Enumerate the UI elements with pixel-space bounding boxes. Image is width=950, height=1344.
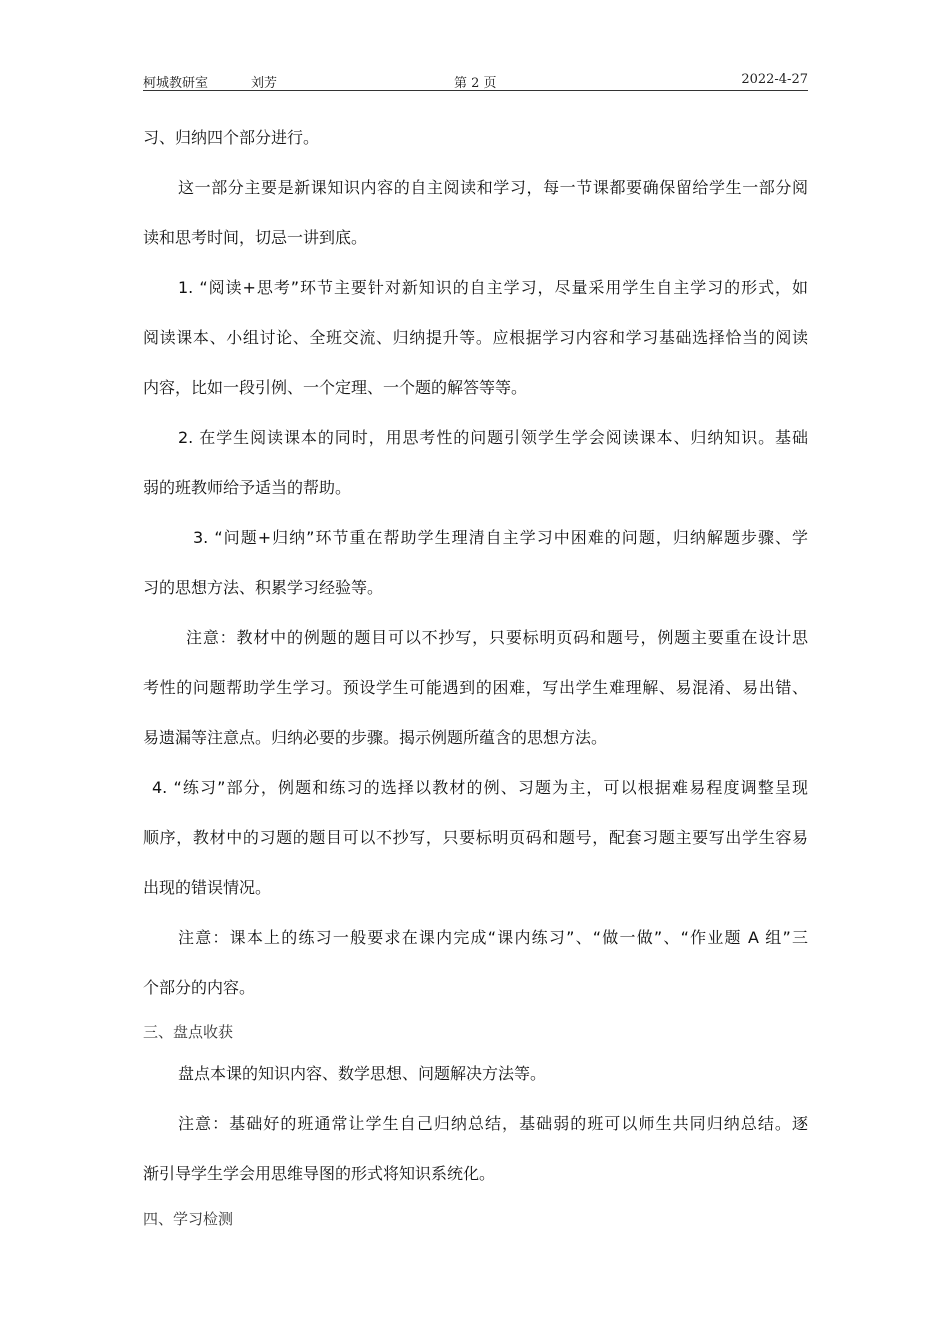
section-heading: 四、学习检测 (143, 1210, 234, 1228)
body-line: 3. “问题+归纳”环节重在帮助学生理清自主学习中困难的问题，归纳解题步骤、学 (193, 528, 808, 547)
body-line: 阅读课本、小组讨论、全班交流、归纳提升等。应根据学习内容和学习基础选择恰当的阅读 (143, 328, 808, 347)
body-line: 注意：教材中的例题的题目可以不抄写，只要标明页码和题号，例题主要重在设计思 (186, 628, 808, 647)
body-line: 易遗漏等注意点。归纳必要的步骤。揭示例题所蕴含的思想方法。 (143, 728, 608, 747)
body-line: 出现的错误情况。 (143, 878, 272, 897)
body-line: 顺序，教材中的习题的题目可以不抄写，只要标明页码和题号，配套习题主要写出学生容易 (143, 828, 808, 847)
body-line: 考性的问题帮助学生学习。预设学生可能遇到的困难，写出学生难理解、易混淆、易出错、 (143, 678, 808, 697)
body-line: 注意：基础好的班通常让学生自己归纳总结，基础弱的班可以师生共同归纳总结。逐 (178, 1114, 808, 1133)
header-date: 2022-4-27 (741, 72, 808, 87)
body-line: 盘点本课的知识内容、数学思想、问题解决方法等。 (178, 1064, 547, 1083)
body-line: 这一部分主要是新课知识内容的自主阅读和学习，每一节课都要确保留给学生一部分阅 (178, 178, 808, 197)
body-line: 1. “阅读+思考”环节主要针对新知识的自主学习，尽量采用学生自主学习的形式，如 (178, 278, 808, 297)
body-line: 习的思想方法、积累学习经验等。 (143, 578, 384, 597)
page-header (143, 72, 808, 91)
header-author: 刘芳 (251, 76, 278, 91)
body-line: 弱的班教师给予适当的帮助。 (143, 478, 352, 497)
body-line: 内容，比如一段引例、一个定理、一个题的解答等等。 (143, 378, 528, 397)
header-org: 柯城教研室 (143, 76, 209, 91)
body-line: 个部分的内容。 (143, 978, 256, 997)
body-line: 读和思考时间，切忌一讲到底。 (143, 228, 368, 247)
section-heading: 三、盘点收获 (143, 1023, 234, 1041)
body-line: 渐引导学生学会用思维导图的形式将知识系统化。 (143, 1164, 496, 1183)
body-line: 习、归纳四个部分进行。 (143, 128, 320, 147)
body-line: 2. 在学生阅读课本的同时，用思考性的问题引领学生学会阅读课本、归纳知识。基础 (178, 428, 808, 447)
body-line: 注意：课本上的练习一般要求在课内完成“课内练习”、“做一做”、“作业题 A 组”三 (178, 928, 808, 947)
body-line: 4. “练习”部分，例题和练习的选择以教材的例、习题为主，可以根据难易程度调整呈现 (152, 778, 808, 797)
header-page-number: 第 2 页 (454, 76, 497, 91)
